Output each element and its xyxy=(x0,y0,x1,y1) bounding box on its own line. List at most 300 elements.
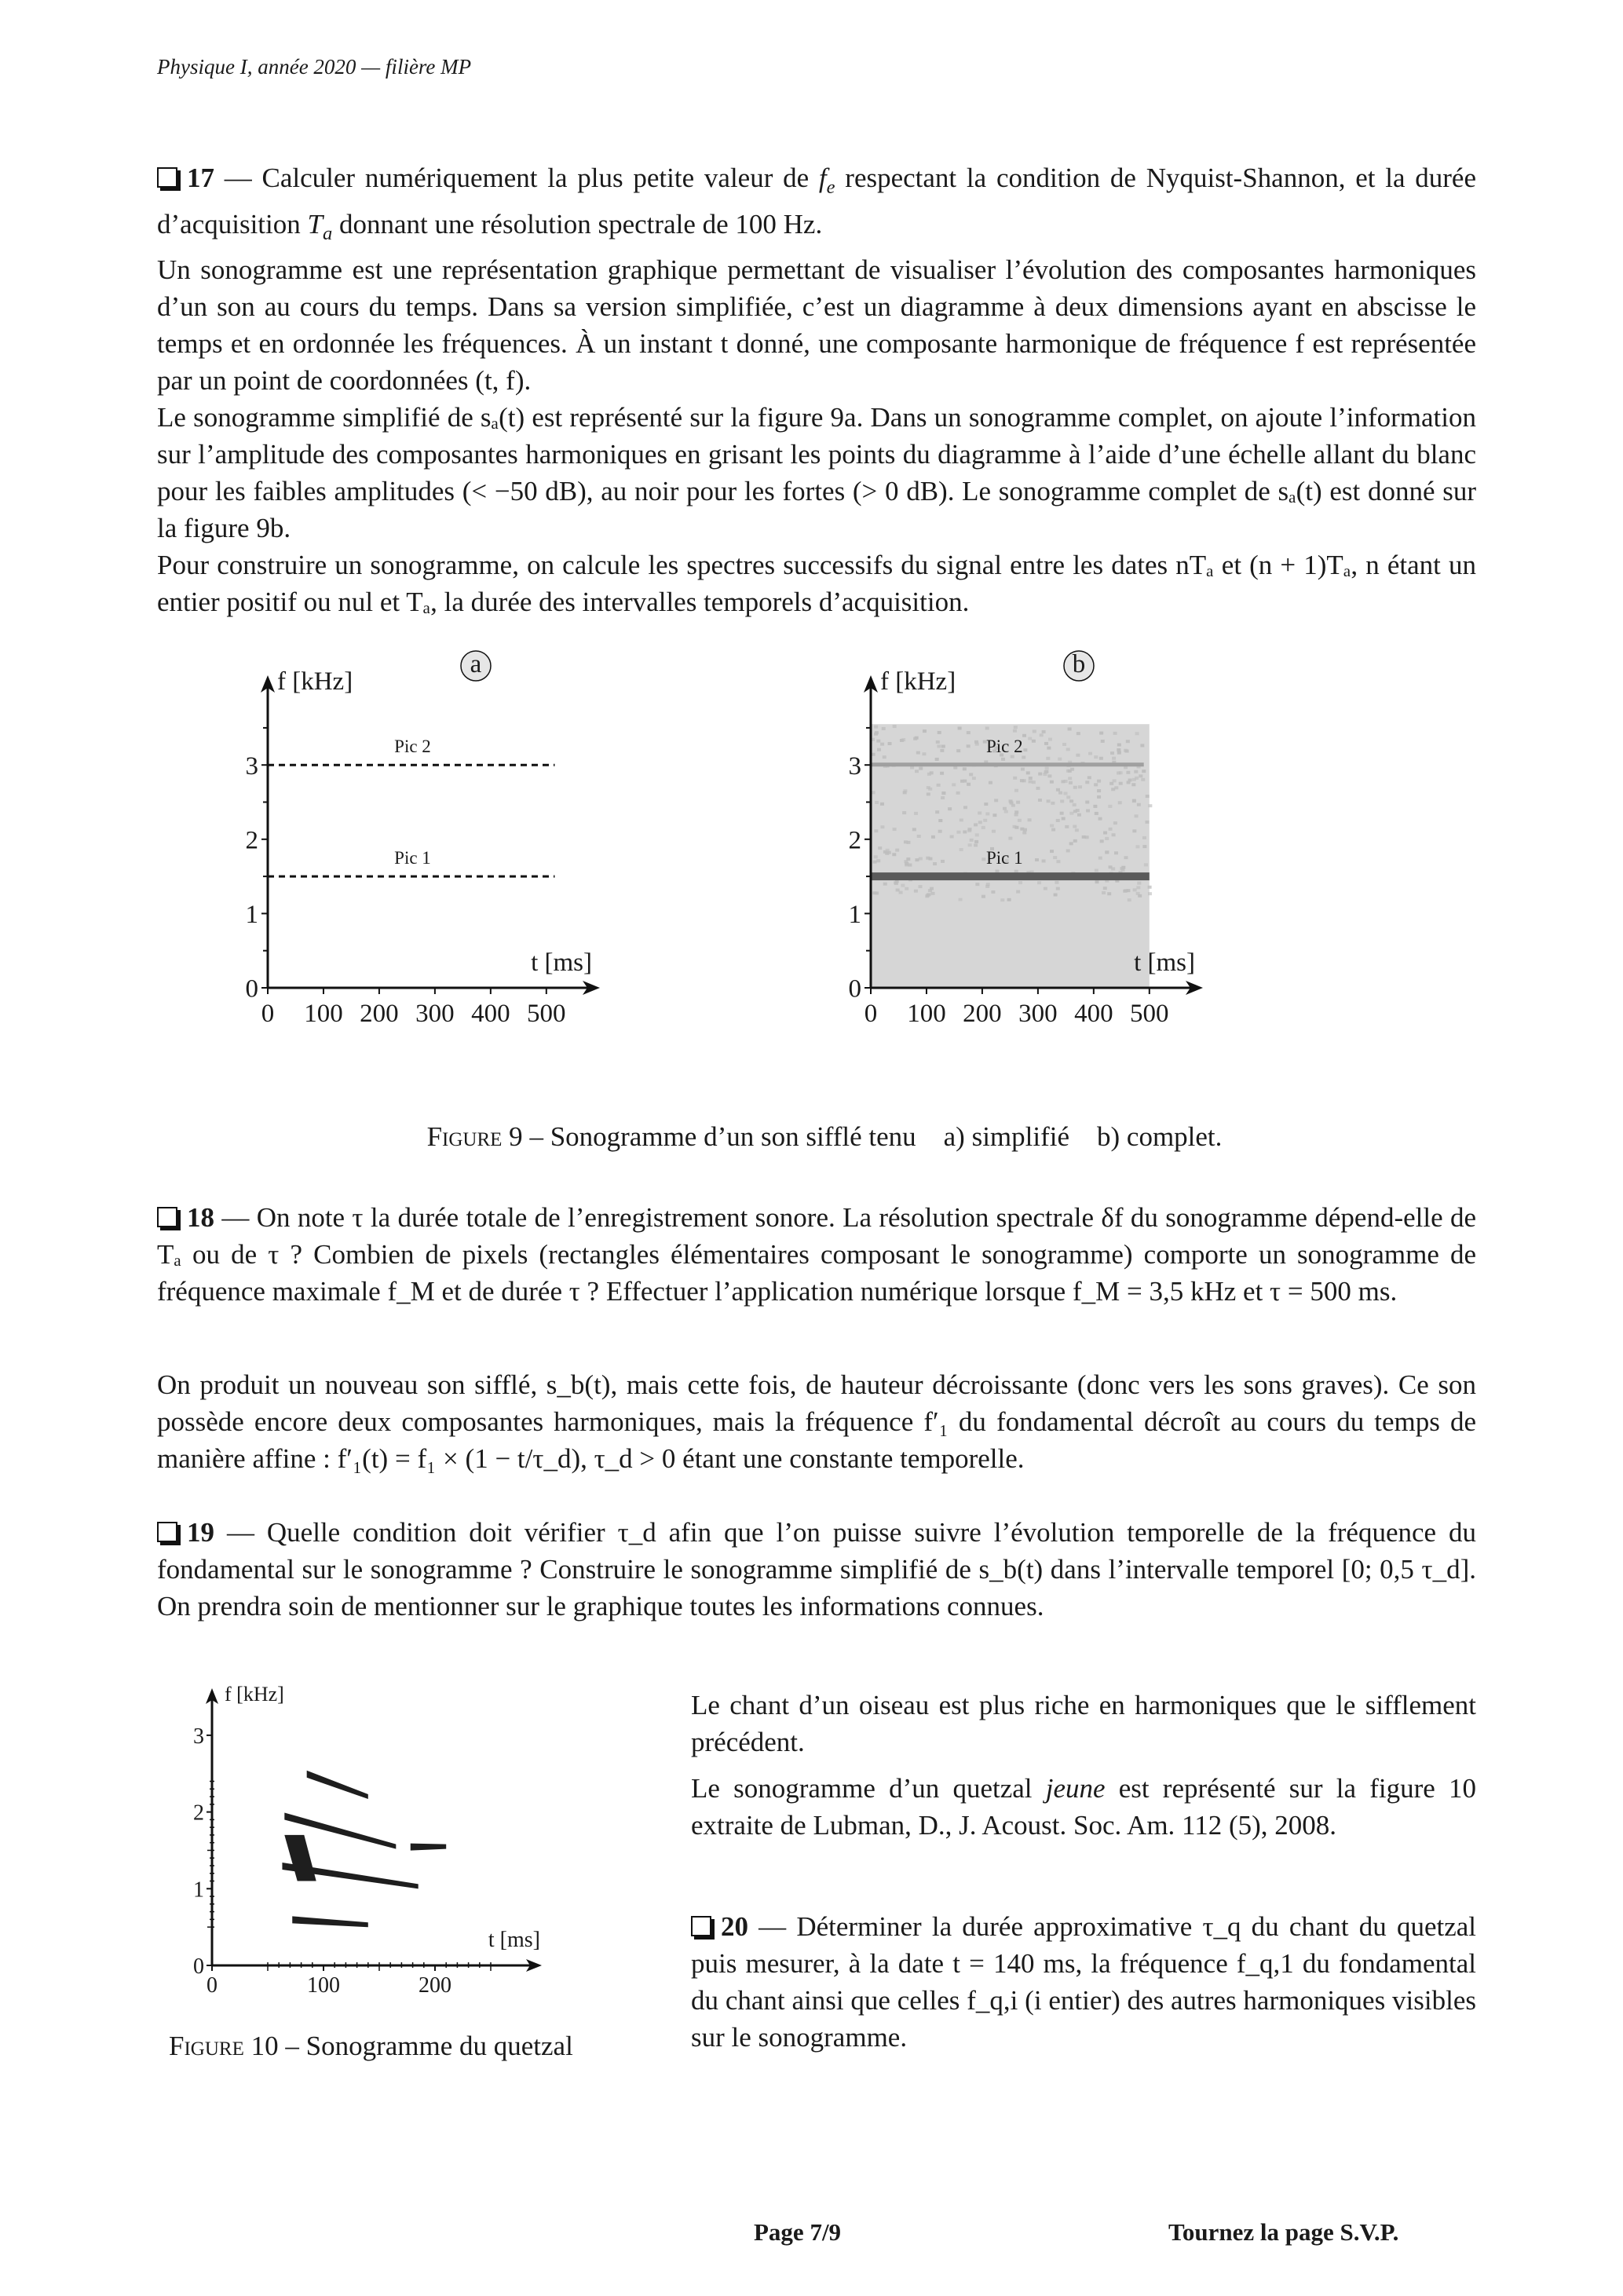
noise-pixel xyxy=(1127,781,1131,784)
figure-9b-chart xyxy=(824,644,1390,1107)
noise-pixel xyxy=(1014,726,1018,729)
noise-pixel xyxy=(883,755,886,759)
noise-pixel xyxy=(1068,770,1072,773)
noise-pixel xyxy=(1145,821,1149,824)
noise-pixel xyxy=(1011,804,1015,807)
noise-pixel xyxy=(912,828,916,831)
harmonic-stroke xyxy=(292,1916,368,1927)
noise-pixel xyxy=(974,843,978,846)
noise-pixel xyxy=(981,826,985,829)
x-axis-label: t [ms] xyxy=(531,949,592,977)
noise-pixel xyxy=(901,884,905,887)
noise-pixel xyxy=(1038,799,1042,802)
noise-pixel xyxy=(1029,777,1033,780)
noise-pixel xyxy=(1137,882,1141,885)
noise-pixel xyxy=(895,849,899,852)
noise-pixel xyxy=(1023,748,1027,751)
noise-pixel xyxy=(905,863,908,866)
figure-10-caption: Figure 10 – Sonogramme du quetzal xyxy=(169,2031,573,2061)
noise-pixel xyxy=(1053,856,1057,859)
noise-pixel xyxy=(1119,771,1123,774)
noise-pixel xyxy=(952,783,956,786)
intro-paragraph: Le sonogramme simplifié de sₐ(t) est représenté sur la figure 9a. Dans un sonogramme complet, on ajoute l’information sur l’amplitude des composantes harmoniques en grisant les points du diagramme à l’aide d’une échelle allant du blanc pour les faibles amplitudes (< −50 dB), au noir pour les fortes (> 0 dB). Le sonogramme complet de sₐ(t) est donné sur la figure 9b. xyxy=(157,402,1476,543)
noise-pixel xyxy=(1056,788,1060,792)
x-tick-label: 0 xyxy=(207,1973,217,1998)
noise-pixel xyxy=(981,895,985,898)
noise-pixel xyxy=(1068,727,1072,730)
x-tick-label: 200 xyxy=(360,1000,399,1028)
x-tick-label: 400 xyxy=(1074,1000,1113,1028)
noise-pixel xyxy=(883,883,887,886)
x-tick-label: 100 xyxy=(304,1000,343,1028)
noise-pixel xyxy=(937,784,941,787)
noise-pixel xyxy=(1148,804,1152,807)
noise-pixel xyxy=(928,788,932,791)
noise-pixel xyxy=(1020,779,1024,782)
noise-pixel xyxy=(1018,881,1022,884)
noise-pixel xyxy=(894,882,898,885)
noise-pixel xyxy=(958,726,962,729)
noise-pixel xyxy=(1078,785,1082,788)
y-axis-label: f [kHz] xyxy=(277,667,353,696)
noise-pixel xyxy=(1036,787,1040,790)
noise-pixel xyxy=(1044,742,1048,745)
noise-pixel xyxy=(933,862,937,865)
noise-pixel xyxy=(967,829,971,832)
noise-pixel xyxy=(1045,766,1049,770)
intro-paragraph: Un sonogramme est une représentation graphique permettant de visualiser l’évolution des composantes harmoniques d’un son au cours du temps. Dans sa version simplifiée, c’est un diagramme à deux dimensions ayant en abscisse le temps et en ordonnée les fréquences. À un instant t donné, une composante harmonique de fréquence f est représentée par un point de coordonnées (t, f). xyxy=(157,254,1476,396)
noise-pixel xyxy=(1009,799,1013,803)
noise-pixel xyxy=(1140,744,1144,747)
noise-pixel xyxy=(1062,743,1066,746)
noise-pixel xyxy=(874,726,878,729)
noise-pixel xyxy=(1076,754,1080,757)
noise-pixel xyxy=(1098,857,1102,860)
checkbox-icon xyxy=(157,1207,177,1227)
y-tick-label: 3 xyxy=(848,751,861,781)
noise-pixel xyxy=(1098,817,1102,821)
noise-pixel xyxy=(1132,829,1136,832)
noise-pixel xyxy=(1099,757,1103,760)
noise-pixel xyxy=(1135,845,1139,848)
noise-pixel xyxy=(919,857,923,861)
noise-pixel xyxy=(960,780,964,783)
noise-pixel xyxy=(1095,812,1098,815)
y-axis-label: f [kHz] xyxy=(880,667,956,696)
noise-pixel xyxy=(1117,751,1121,755)
noise-pixel xyxy=(1003,807,1007,810)
noise-pixel xyxy=(1013,777,1017,780)
quetzal-text: Le chant d’un oiseau est plus riche en harmoniques que le sifflement précédent. Le sonogramme d’un quetzal jeune est représenté sur la figure 10 extraite de Lubman, D., J. Acoust. Soc. Am. 112 (5), 2008. xyxy=(691,1690,1476,1841)
noise-pixel xyxy=(1069,799,1073,803)
noise-pixel xyxy=(874,855,878,858)
noise-pixel xyxy=(1114,786,1118,789)
noise-pixel xyxy=(1085,781,1089,784)
noise-pixel xyxy=(940,749,944,752)
noise-pixel xyxy=(985,812,989,815)
noise-pixel xyxy=(1035,858,1039,861)
noise-pixel xyxy=(1109,828,1113,831)
noise-pixel xyxy=(1073,803,1077,806)
noise-pixel xyxy=(875,731,879,734)
noise-pixel xyxy=(1000,898,1004,901)
noise-pixel xyxy=(1038,773,1042,776)
noise-pixel xyxy=(1068,777,1072,780)
noise-pixel xyxy=(1056,819,1060,822)
noise-pixel xyxy=(1014,789,1018,792)
noise-pixel xyxy=(1077,813,1081,817)
noise-pixel xyxy=(875,891,879,894)
noise-pixel xyxy=(1142,770,1146,773)
noise-pixel xyxy=(1020,828,1024,831)
noise-pixel xyxy=(1016,801,1020,804)
noise-pixel xyxy=(892,853,896,856)
panel-label: a xyxy=(470,650,482,678)
noise-pixel xyxy=(1120,867,1124,870)
noise-pixel xyxy=(914,812,918,815)
noise-pixel xyxy=(1097,789,1101,792)
noise-pixel xyxy=(941,796,945,799)
x-tick-label: 0 xyxy=(864,1000,878,1028)
noise-pixel xyxy=(905,887,908,890)
noise-pixel xyxy=(935,810,939,813)
noise-pixel xyxy=(1109,865,1113,868)
turn-page-note: Tournez la page S.V.P. xyxy=(1168,2218,1399,2246)
noise-pixel xyxy=(1065,825,1069,828)
noise-pixel xyxy=(981,857,985,861)
noise-pixel xyxy=(985,726,989,729)
x-tick-label: 200 xyxy=(419,1973,451,1998)
noise-pixel xyxy=(877,748,881,751)
noise-pixel xyxy=(926,857,930,860)
noise-pixel xyxy=(1016,890,1020,894)
noise-pixel xyxy=(1048,738,1052,741)
y-tick-label: 0 xyxy=(245,974,258,1004)
harmonic-stroke xyxy=(307,1771,368,1799)
series-label: Pic 2 xyxy=(394,737,431,757)
noise-pixel xyxy=(1040,733,1044,737)
noise-pixel xyxy=(903,791,907,794)
noise-pixel xyxy=(1054,894,1058,897)
noise-pixel xyxy=(915,770,919,773)
noise-pixel xyxy=(1125,750,1129,753)
noise-pixel xyxy=(1131,783,1135,786)
noise-pixel xyxy=(1008,837,1012,840)
series-label: Pic 1 xyxy=(394,848,431,868)
noise-pixel xyxy=(915,858,919,861)
question-19: 19 — Quelle condition doit vérifier τ_d afin que l’on puisse suivre l’évolution temporelle de la fréquence du fondamental sur le sonogramme ? Construire le sonogramme simplifié de s_b(t) dans l’intervalle temporel [0; 0,5 τ_d]. On prendra soin de mentionner sur le graphique toutes les informations connues. xyxy=(157,1517,1476,1621)
noise-pixel xyxy=(974,823,978,826)
band-pic-1 xyxy=(871,872,1150,880)
noise-pixel xyxy=(948,807,952,810)
noise-pixel xyxy=(1139,774,1142,777)
noise-pixel xyxy=(1028,818,1032,821)
noise-pixel xyxy=(874,829,878,832)
noise-pixel xyxy=(1124,856,1128,859)
noise-pixel xyxy=(1088,752,1092,755)
noise-pixel xyxy=(978,821,982,824)
y-tick-label: 0 xyxy=(193,1954,204,1979)
noise-pixel xyxy=(1095,868,1098,872)
noise-pixel xyxy=(1037,881,1041,884)
noise-pixel xyxy=(960,848,963,851)
noise-pixel xyxy=(1142,836,1146,839)
x-tick-label: 500 xyxy=(1130,1000,1169,1028)
noise-pixel xyxy=(1135,814,1139,817)
noise-pixel xyxy=(1073,786,1077,789)
noise-pixel xyxy=(1141,778,1145,781)
noise-pixel xyxy=(1056,860,1060,863)
noise-pixel xyxy=(917,835,921,838)
noise-pixel xyxy=(1109,782,1113,785)
noise-pixel xyxy=(956,749,960,752)
noise-pixel xyxy=(995,870,999,873)
noise-pixel xyxy=(875,801,879,804)
noise-pixel xyxy=(916,751,920,755)
noise-pixel xyxy=(991,890,995,894)
noise-pixel xyxy=(1097,780,1101,783)
series-label: Pic 1 xyxy=(985,848,1023,868)
noise-pixel xyxy=(873,861,877,864)
noise-pixel xyxy=(1128,898,1131,901)
noise-pixel xyxy=(994,799,998,802)
y-tick-label: 2 xyxy=(848,826,861,855)
noise-pixel xyxy=(1069,842,1073,845)
noise-pixel xyxy=(882,727,886,730)
noise-pixel xyxy=(1066,849,1070,852)
noise-pixel xyxy=(919,767,923,770)
x-tick-label: 300 xyxy=(1018,1000,1058,1028)
noise-pixel xyxy=(1058,792,1062,795)
question-number: 17 xyxy=(187,163,214,193)
noise-pixel xyxy=(880,743,884,746)
figure-10-chart xyxy=(165,1673,675,2018)
noise-pixel xyxy=(1102,891,1106,894)
noise-pixel xyxy=(959,898,963,901)
noise-pixel xyxy=(1066,795,1070,799)
noise-pixel xyxy=(878,846,882,850)
noise-pixel xyxy=(1046,757,1050,760)
noise-pixel xyxy=(956,831,960,834)
noise-pixel xyxy=(1060,799,1064,803)
series-label: Pic 2 xyxy=(985,737,1023,757)
noise-pixel xyxy=(1063,792,1067,795)
x-tick-label: 400 xyxy=(471,1000,510,1028)
noise-pixel xyxy=(1100,839,1104,843)
noise-pixel xyxy=(1051,828,1055,832)
noise-pixel xyxy=(1146,795,1150,798)
noise-pixel xyxy=(989,781,992,784)
noise-pixel xyxy=(941,860,945,863)
noise-pixel xyxy=(1069,781,1073,784)
intro-paragraph: Pour construire un sonogramme, on calcule les spectres successifs du signal entre les dates nTₐ et (n + 1)Tₐ, n étant un entier positif ou nul et Tₐ, la durée des intervalles temporels d’acquisition. xyxy=(157,550,1476,617)
noise-pixel xyxy=(1028,737,1032,740)
noise-pixel xyxy=(880,803,884,806)
noise-pixel xyxy=(983,819,987,822)
noise-pixel xyxy=(1113,732,1117,735)
noise-pixel xyxy=(899,891,903,894)
noise-pixel xyxy=(915,737,919,740)
noise-pixel xyxy=(904,840,908,843)
noise-pixel xyxy=(1029,780,1033,783)
noise-pixel xyxy=(1148,886,1152,889)
sb-intro: On produit un nouveau son sifflé, s_b(t), mais cette fois, de hauteur décroissante (donc vers les sons graves). Ce son possède encore deux composantes harmoniques, mais la fréquence f′₁ du fondamental décroît au cours du temps de manière affine : f′₁(t) = f₁ × (1 − t/τ_d), τ_d > 0 étant une constante temporelle. xyxy=(157,1369,1476,1474)
noise-pixel xyxy=(1126,771,1130,774)
noise-pixel xyxy=(941,745,945,748)
noise-pixel xyxy=(1093,805,1097,808)
question-20: 20 — Déterminer la durée approximative τ_q du chant du quetzal puis mesurer, à la date t = 140 ms, la fréquence f_q,1 du fondamental du chant ainsi que celles f_q,i (i entier) des autres harmoniques visibles sur le sonogramme. xyxy=(691,1911,1477,2053)
noise-pixel xyxy=(941,792,945,795)
noise-pixel xyxy=(1132,799,1136,803)
noise-pixel xyxy=(1042,859,1046,862)
noise-pixel xyxy=(1126,740,1130,743)
noise-pixel xyxy=(1085,800,1089,803)
intro-text xyxy=(157,251,1476,620)
noise-pixel xyxy=(1014,826,1018,829)
noise-pixel xyxy=(1118,801,1122,804)
noise-pixel xyxy=(919,885,923,888)
noise-pixel xyxy=(1007,898,1011,901)
noise-pixel xyxy=(1069,812,1073,815)
noise-pixel xyxy=(1136,892,1140,895)
noise-pixel xyxy=(938,819,942,822)
figure-9-caption: Figure 9 – Sonogramme d’un son sifflé tenu a) simplifié b) complet. xyxy=(426,1121,1223,1152)
noise-pixel xyxy=(1061,780,1065,783)
noise-pixel xyxy=(1043,773,1047,776)
noise-pixel xyxy=(876,859,880,862)
noise-pixel xyxy=(1032,740,1036,743)
noise-pixel xyxy=(1021,768,1025,771)
noise-pixel xyxy=(885,852,889,855)
noise-pixel xyxy=(1047,799,1051,803)
x-tick-label: 500 xyxy=(527,1000,566,1028)
noise-pixel xyxy=(1112,757,1116,760)
noise-pixel xyxy=(992,830,996,833)
noise-pixel xyxy=(935,758,939,761)
noise-pixel xyxy=(893,725,897,728)
noise-pixel xyxy=(1014,813,1018,816)
question-17: 17 — Calculer numériquement la plus petite valeur de $f_e$ respectant la condition de Nyquist-Shannon, et la durée d’acquisition $T_a$ donnant une résolution spectrale de 100 Hz. xyxy=(157,163,1476,244)
x-tick-label: 200 xyxy=(963,1000,1002,1028)
noise-pixel xyxy=(927,792,930,795)
noise-pixel xyxy=(960,818,963,821)
noise-pixel xyxy=(900,739,904,742)
noise-pixel xyxy=(927,773,931,776)
noise-pixel xyxy=(1101,740,1105,743)
noise-pixel xyxy=(936,740,940,744)
noise-pixel xyxy=(1094,755,1098,759)
y-tick-label: 3 xyxy=(193,1724,204,1749)
noise-pixel xyxy=(1087,776,1091,779)
noise-pixel xyxy=(1077,732,1080,735)
noise-pixel xyxy=(1114,851,1118,854)
noise-pixel xyxy=(1004,810,1008,813)
noise-pixel xyxy=(1075,828,1079,832)
noise-pixel xyxy=(1032,781,1036,784)
noise-pixel xyxy=(970,839,974,842)
noise-pixel xyxy=(1105,837,1109,840)
noise-pixel xyxy=(1066,748,1070,751)
y-tick-label: 1 xyxy=(848,900,861,929)
noise-pixel xyxy=(1026,771,1030,774)
noise-pixel xyxy=(972,777,976,780)
noise-pixel xyxy=(963,806,967,809)
band-pic-2 xyxy=(871,762,1144,766)
checkbox-icon xyxy=(157,167,177,188)
harmonic-stroke xyxy=(411,1844,446,1851)
noise-pixel xyxy=(1086,809,1090,812)
noise-pixel xyxy=(963,830,967,833)
y-tick-label: 3 xyxy=(245,751,258,781)
noise-pixel xyxy=(975,883,979,886)
noise-pixel xyxy=(1042,730,1046,733)
noise-pixel xyxy=(1060,812,1064,815)
page-number: Page 7/9 xyxy=(754,2218,842,2246)
noise-pixel xyxy=(1110,751,1114,755)
x-axis-label: t [ms] xyxy=(1134,949,1195,977)
noise-pixel xyxy=(876,740,880,743)
noise-pixel xyxy=(893,828,897,831)
noise-pixel xyxy=(985,885,989,888)
noise-pixel xyxy=(931,892,935,895)
noise-pixel xyxy=(938,731,941,734)
noise-pixel xyxy=(1050,824,1054,827)
noise-pixel xyxy=(928,889,932,892)
noise-pixel xyxy=(1047,747,1051,750)
noise-pixel xyxy=(1047,774,1051,777)
noise-pixel xyxy=(1117,744,1121,747)
y-tick-label: 1 xyxy=(245,900,258,929)
noise-pixel xyxy=(1050,781,1054,784)
noise-pixel xyxy=(963,767,967,770)
noise-pixel xyxy=(923,729,927,733)
noise-pixel xyxy=(1142,845,1146,848)
noise-pixel xyxy=(1126,889,1130,892)
noise-pixel xyxy=(1137,803,1141,806)
y-tick-label: 0 xyxy=(848,974,861,1004)
noise-pixel xyxy=(975,833,979,836)
noise-pixel xyxy=(950,835,954,838)
x-tick-label: 300 xyxy=(415,1000,455,1028)
noise-pixel xyxy=(922,752,926,755)
noise-pixel xyxy=(1136,886,1140,889)
noise-pixel xyxy=(1113,779,1117,782)
noise-pixel xyxy=(902,811,906,814)
x-tick-label: 0 xyxy=(261,1000,275,1028)
noise-pixel xyxy=(1018,819,1022,822)
noise-pixel xyxy=(880,825,884,828)
noise-pixel xyxy=(906,857,910,861)
noise-pixel xyxy=(1103,832,1107,835)
y-tick-label: 2 xyxy=(245,826,258,855)
noise-pixel xyxy=(937,744,941,748)
noise-pixel xyxy=(1058,758,1062,761)
noise-pixel xyxy=(1013,729,1017,733)
y-axis-label: f [kHz] xyxy=(225,1683,284,1706)
noise-pixel xyxy=(967,783,971,786)
noise-pixel xyxy=(967,744,971,748)
noise-pixel xyxy=(1108,805,1112,808)
noise-pixel xyxy=(1022,831,1026,834)
x-tick-label: 100 xyxy=(907,1000,946,1028)
noise-pixel xyxy=(974,740,978,744)
noise-pixel xyxy=(1001,758,1005,761)
noise-pixel xyxy=(1056,887,1060,890)
noise-pixel xyxy=(888,742,892,745)
noise-pixel xyxy=(1073,810,1077,813)
noise-pixel xyxy=(1119,782,1123,785)
noise-pixel xyxy=(1113,821,1117,824)
